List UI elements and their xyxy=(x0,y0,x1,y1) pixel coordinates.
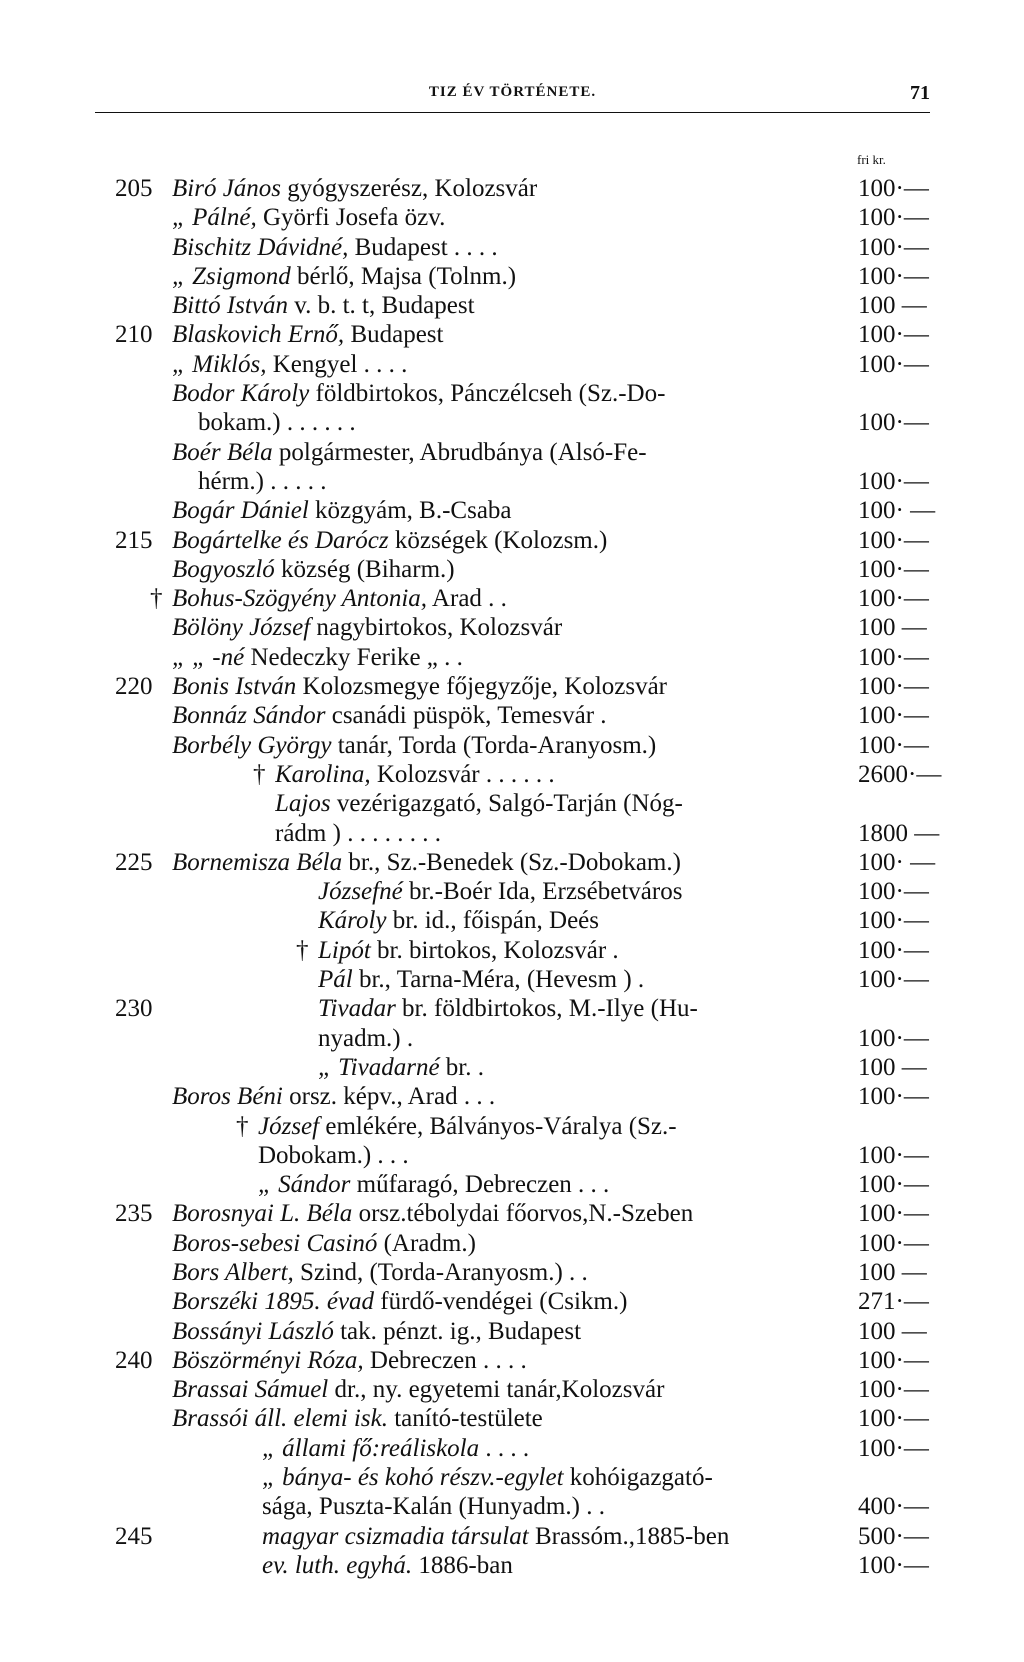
entry-number: 235 xyxy=(115,1200,153,1228)
entry-text xyxy=(258,1112,850,1141)
entry-text xyxy=(262,1434,850,1463)
list-item xyxy=(0,408,1024,437)
entry-text xyxy=(318,877,850,906)
list-item xyxy=(0,1434,1024,1463)
entry-name: ev. luth. egyhá. xyxy=(262,1551,413,1579)
entry-name: Brassai Sámuel xyxy=(172,1376,329,1404)
entry-details: tanár, Torda (Torda-Aranyosm.) xyxy=(331,731,657,759)
entry-name: Borosnyai L. Béla xyxy=(172,1200,353,1228)
entry-number: 215 xyxy=(115,526,153,554)
entry-text xyxy=(275,819,850,848)
entry-text xyxy=(172,379,850,408)
list-item xyxy=(0,994,1024,1023)
entry-details: Dobokam.) . . . xyxy=(258,1141,409,1169)
entry-name: Bischitz Dávidné, xyxy=(172,233,349,261)
entry-name: Bölöny József xyxy=(172,614,311,642)
entry-name: Bonis István xyxy=(172,673,297,701)
list-item xyxy=(0,1141,1024,1170)
entry-name: Bittó István xyxy=(172,292,288,320)
list-item xyxy=(0,1463,1024,1492)
entry-amount: 100·— xyxy=(858,1200,929,1228)
list-item xyxy=(0,906,1024,935)
entry-text xyxy=(172,1082,850,1111)
entry-amount: 1800 — xyxy=(858,819,940,847)
entry-number: 230 xyxy=(115,995,153,1023)
entry-amount: 100·— xyxy=(858,702,929,730)
entry-details: műfaragó, Debreczen . . . xyxy=(350,1171,610,1199)
entry-text xyxy=(172,496,850,525)
entry-amount: 271·— xyxy=(858,1288,929,1316)
list-item xyxy=(0,438,1024,467)
entry-name: „ Miklós, xyxy=(172,350,267,378)
entry-amount: 100·— xyxy=(858,1083,929,1111)
header-rule xyxy=(95,112,930,113)
entry-details: Budapest . . . . xyxy=(348,233,498,261)
entry-amount: 100·— xyxy=(858,1376,929,1404)
list-item xyxy=(0,233,1024,262)
entry-details: kohóigazgató- xyxy=(563,1464,713,1492)
entry-name: Bogyoszló xyxy=(172,555,275,583)
list-item xyxy=(0,1199,1024,1228)
entry-details: Nedeczky Ferike „ . . xyxy=(244,643,463,671)
entry-name: Bogártelke és Darócz xyxy=(172,526,389,554)
list-item xyxy=(0,672,1024,701)
entry-details: gyógyszerész, Kolozsvár xyxy=(281,175,538,202)
entry-text xyxy=(172,203,850,232)
entry-text xyxy=(262,1492,850,1521)
entry-amount: 100·— xyxy=(858,321,929,349)
entry-text xyxy=(318,906,850,935)
entry-details: tak. pénzt. ig., Budapest xyxy=(333,1317,582,1345)
entry-text xyxy=(172,701,850,730)
entry-amount: 100·— xyxy=(858,555,929,583)
entry-text xyxy=(172,1229,850,1258)
entry-amount: 100·— xyxy=(858,966,929,994)
entry-details: hérm.) . . . . . xyxy=(198,467,327,495)
list-item xyxy=(0,320,1024,349)
list-item xyxy=(0,613,1024,642)
entry-amount: 100·— xyxy=(858,585,929,613)
entry-name: Bogár Dániel xyxy=(172,497,309,525)
entry-amount: 100 — xyxy=(858,1317,927,1345)
entry-text xyxy=(172,1375,850,1404)
entry-details: br. . xyxy=(439,1053,484,1081)
list-item xyxy=(0,789,1024,818)
entry-amount: 100 — xyxy=(858,292,927,320)
entry-name: Brassói áll. elemi isk. xyxy=(172,1405,388,1433)
entry-name: „ Pálné, xyxy=(172,204,257,232)
entry-name: Bors Albert, xyxy=(172,1258,294,1286)
entry-details: br. földbirtokos, M.-Ilye (Hu- xyxy=(395,995,698,1023)
entry-amount: 100·— xyxy=(858,1405,929,1433)
list-item xyxy=(0,819,1024,848)
entry-amount: 400·— xyxy=(858,1493,929,1521)
entry-details: fürdő-vendégei (Csikm.) xyxy=(374,1288,628,1316)
entry-number: 225 xyxy=(115,848,153,876)
entry-name: „ bánya- és kohó részv.-egylet xyxy=(262,1464,564,1492)
list-item xyxy=(0,1522,1024,1551)
entry-details: v. b. t. t, Budapest xyxy=(287,292,475,320)
entry-name: Bossányi László xyxy=(172,1317,334,1345)
entry-details: sága, Puszta-Kalán (Hunyadm.) . . xyxy=(262,1493,605,1521)
entry-amount: 100·— xyxy=(858,467,929,495)
entry-details: (Aradm.) xyxy=(377,1229,476,1257)
list-item xyxy=(0,1024,1024,1053)
list-item xyxy=(0,731,1024,760)
list-item xyxy=(0,1551,1024,1580)
entry-text xyxy=(318,994,850,1023)
entry-amount: 100·— xyxy=(858,409,929,437)
deceased-mark: † xyxy=(150,585,163,613)
list-item xyxy=(0,350,1024,379)
entry-name: Bohus-Szögyény Antonia, xyxy=(172,585,428,613)
entry-details: . . . . xyxy=(479,1434,530,1462)
deceased-mark: † xyxy=(296,936,309,964)
entry-details: nyadm.) . xyxy=(318,1024,414,1052)
list-item xyxy=(0,555,1024,584)
page-number: 71 xyxy=(910,82,930,104)
list-item xyxy=(0,936,1024,965)
entry-details: földbirtokos, Pánczélcseh (Sz.-Do- xyxy=(309,380,666,408)
entry-name: Bodor Károly xyxy=(172,380,310,408)
entry-number: 210 xyxy=(115,321,153,349)
page-header xyxy=(95,78,930,108)
entry-amount: 100·— xyxy=(858,233,929,261)
entry-text xyxy=(262,1551,850,1580)
entry-name: „ Tivadarné xyxy=(318,1053,440,1081)
entry-name: Borbély György xyxy=(172,731,332,759)
list-item xyxy=(0,526,1024,555)
entry-name: Borszéki 1895. évad xyxy=(172,1288,375,1316)
entry-name: Lipót xyxy=(318,936,371,964)
entry-amount: 100·— xyxy=(858,1171,929,1199)
entry-amount: 100·— xyxy=(858,262,929,290)
entry-text xyxy=(262,1522,850,1551)
entry-details: községek (Kolozsm.) xyxy=(388,526,608,554)
entry-text xyxy=(172,848,850,877)
entry-text xyxy=(318,965,850,994)
entry-name: „ Sándor xyxy=(258,1171,351,1199)
entry-text xyxy=(172,731,850,760)
entry-number: 240 xyxy=(115,1346,153,1374)
entry-details: orsz.tébolydai főorvos,N.-Szeben xyxy=(352,1200,694,1228)
entry-text xyxy=(172,438,850,467)
entry-text xyxy=(172,584,850,613)
entry-text xyxy=(172,613,850,642)
list-item xyxy=(0,1317,1024,1346)
entry-amount: 100· — xyxy=(858,497,936,525)
entry-name: Blaskovich Ernő, xyxy=(172,321,345,349)
entry-amount: 100·— xyxy=(858,1346,929,1374)
entry-text xyxy=(172,1346,850,1375)
entry-name: Józsefné xyxy=(318,878,403,906)
list-item xyxy=(0,203,1024,232)
entry-name: József xyxy=(258,1112,320,1140)
entry-amount: 500·— xyxy=(858,1522,929,1550)
list-item xyxy=(0,1346,1024,1375)
list-item xyxy=(0,1082,1024,1111)
list-item xyxy=(0,1375,1024,1404)
entry-text xyxy=(172,1287,850,1316)
entry-name: Boros-sebesi Casinó xyxy=(172,1229,378,1257)
list-item xyxy=(0,848,1024,877)
list-item xyxy=(0,1404,1024,1433)
entry-name: Boér Béla xyxy=(172,438,273,466)
entry-name: Biró János xyxy=(172,175,282,202)
entry-text xyxy=(275,760,850,789)
entry-number: 205 xyxy=(115,175,153,202)
entry-name: Böszörményi Róza, xyxy=(172,1346,364,1374)
list-item xyxy=(0,174,1024,203)
entry-number: 220 xyxy=(115,673,153,701)
entry-details: Arad . . xyxy=(427,585,507,613)
entry-details: Brassóm.,1885-ben xyxy=(528,1522,730,1550)
entry-text xyxy=(172,555,850,584)
entry-text xyxy=(172,350,850,379)
entry-details: bérlő, Majsa (Tolnm.) xyxy=(290,262,517,290)
entry-text xyxy=(198,408,850,437)
entry-text xyxy=(258,1170,850,1199)
entry-text xyxy=(198,467,850,496)
entry-text xyxy=(318,936,850,965)
entry-amount: 100·— xyxy=(858,1229,929,1257)
list-item xyxy=(0,1492,1024,1521)
entry-text xyxy=(172,1404,850,1433)
entry-name: „ „ -né xyxy=(172,643,245,671)
entry-name: Károly xyxy=(318,907,387,935)
entry-text xyxy=(318,1053,850,1082)
entry-amount: 2600·— xyxy=(858,760,942,788)
entry-text xyxy=(172,174,850,203)
entry-name: Boros Béni xyxy=(172,1083,283,1111)
entry-text xyxy=(275,789,850,818)
entry-name: Lajos xyxy=(275,790,331,818)
list-item xyxy=(0,379,1024,408)
entry-text xyxy=(262,1463,850,1492)
entry-details: polgármester, Abrudbánya (Alsó-Fe- xyxy=(272,438,647,466)
list-item xyxy=(0,643,1024,672)
list-item xyxy=(0,584,1024,613)
entry-details: br.-Boér Ida, Erzsébetváros xyxy=(402,878,683,906)
entry-amount: 100·— xyxy=(858,204,929,232)
entry-text xyxy=(172,291,850,320)
list-item xyxy=(0,1053,1024,1082)
entry-text xyxy=(172,233,850,262)
entry-details: község (Biharm.) xyxy=(274,555,455,583)
list-item xyxy=(0,291,1024,320)
entry-amount: 100·— xyxy=(858,731,929,759)
list-item xyxy=(0,1112,1024,1141)
list-item xyxy=(0,467,1024,496)
entry-details: 1886-ban xyxy=(412,1551,513,1579)
entry-number: 245 xyxy=(115,1522,153,1550)
entry-amount: 100·— xyxy=(858,1024,929,1052)
list-item xyxy=(0,965,1024,994)
entry-amount: 100 — xyxy=(858,1258,927,1286)
entry-name: „ állami fő:reáliskola xyxy=(262,1434,480,1462)
entry-details: Kolozsvár . . . . . . xyxy=(370,760,555,788)
entry-name: Karolina, xyxy=(275,760,371,788)
entry-text xyxy=(172,1258,850,1287)
entry-text xyxy=(172,262,850,291)
entry-amount: 100· — xyxy=(858,848,936,876)
entry-details: br., Sz.-Benedek (Sz.-Dobokam.) xyxy=(342,848,681,876)
list-item xyxy=(0,877,1024,906)
entry-text xyxy=(258,1141,850,1170)
entry-details: emlékére, Bálványos-Váralya (Sz.- xyxy=(319,1112,677,1140)
entry-text xyxy=(172,1317,850,1346)
entry-amount: 100·— xyxy=(858,1551,929,1579)
entry-details: dr., ny. egyetemi tanár,Kolozsvár xyxy=(328,1376,665,1404)
entry-name: Bonnáz Sándor xyxy=(172,702,326,730)
list-item xyxy=(0,701,1024,730)
entry-details: Kolozsmegye főjegyzője, Kolozsvár xyxy=(296,673,668,701)
entry-details: csanádi püspök, Temesvár . xyxy=(325,702,607,730)
entry-amount: 100·— xyxy=(858,643,929,671)
list-item xyxy=(0,1258,1024,1287)
entry-text xyxy=(172,526,850,555)
entry-details: Debreczen . . . . xyxy=(363,1346,527,1374)
entry-details: Györfi Josefa özv. xyxy=(256,204,446,232)
entry-name: Pál xyxy=(318,966,353,994)
entry-details: bokam.) . . . . . . xyxy=(198,409,356,437)
entry-details: tanító-testülete xyxy=(387,1405,543,1433)
list-item xyxy=(0,1287,1024,1316)
list-item xyxy=(0,496,1024,525)
deceased-mark: † xyxy=(236,1112,249,1140)
entry-details: Budapest xyxy=(344,321,444,349)
entry-details: Szind, (Torda-Aranyosm.) . . xyxy=(293,1258,588,1286)
entry-details: közgyám, B.-Csaba xyxy=(308,497,512,525)
entry-amount: 100 — xyxy=(858,614,927,642)
entry-text xyxy=(172,1199,850,1228)
amount-column-header: fri kr. xyxy=(857,152,886,167)
list-item xyxy=(0,760,1024,789)
entry-amount: 100·— xyxy=(858,878,929,906)
running-title: TIZ ÉV TÖRTÉNETE. xyxy=(428,84,597,100)
list-item xyxy=(0,1229,1024,1258)
entry-name: „ Zsigmond xyxy=(172,262,291,290)
entry-text xyxy=(172,320,850,349)
entry-text xyxy=(172,672,850,701)
donor-list xyxy=(0,174,1024,1580)
entry-amount: 100·— xyxy=(858,526,929,554)
entry-amount: 100·— xyxy=(858,175,929,202)
list-item xyxy=(0,262,1024,291)
entry-amount: 100·— xyxy=(858,1141,929,1169)
list-item xyxy=(0,1170,1024,1199)
entry-amount: 100 — xyxy=(858,1053,927,1081)
entry-amount: 100·— xyxy=(858,936,929,964)
entry-amount: 100·— xyxy=(858,350,929,378)
entry-amount: 100·— xyxy=(858,673,929,701)
entry-amount: 100·— xyxy=(858,907,929,935)
entry-details: rádm ) . . . . . . . . xyxy=(275,819,441,847)
entry-name: Bornemisza Béla xyxy=(172,848,343,876)
entry-details: vezérigazgató, Salgó-Tarján (Nóg- xyxy=(330,790,683,818)
entry-details: br. id., főispán, Deés xyxy=(386,907,599,935)
entry-amount: 100·— xyxy=(858,1434,929,1462)
entry-details: br., Tarna-Méra, (Hevesm ) . xyxy=(352,966,645,994)
entry-details: br. birtokos, Kolozsvár . xyxy=(370,936,619,964)
entry-details: nagybirtokos, Kolozsvár xyxy=(310,614,563,642)
entry-text xyxy=(318,1024,850,1053)
entry-details: orsz. képv., Arad . . . xyxy=(282,1083,496,1111)
deceased-mark: † xyxy=(253,760,266,788)
entry-details: Kengyel . . . . xyxy=(266,350,408,378)
entry-name: magyar csizmadia társulat xyxy=(262,1522,529,1550)
entry-name: Tivadar xyxy=(318,995,396,1023)
entry-text xyxy=(172,643,850,672)
